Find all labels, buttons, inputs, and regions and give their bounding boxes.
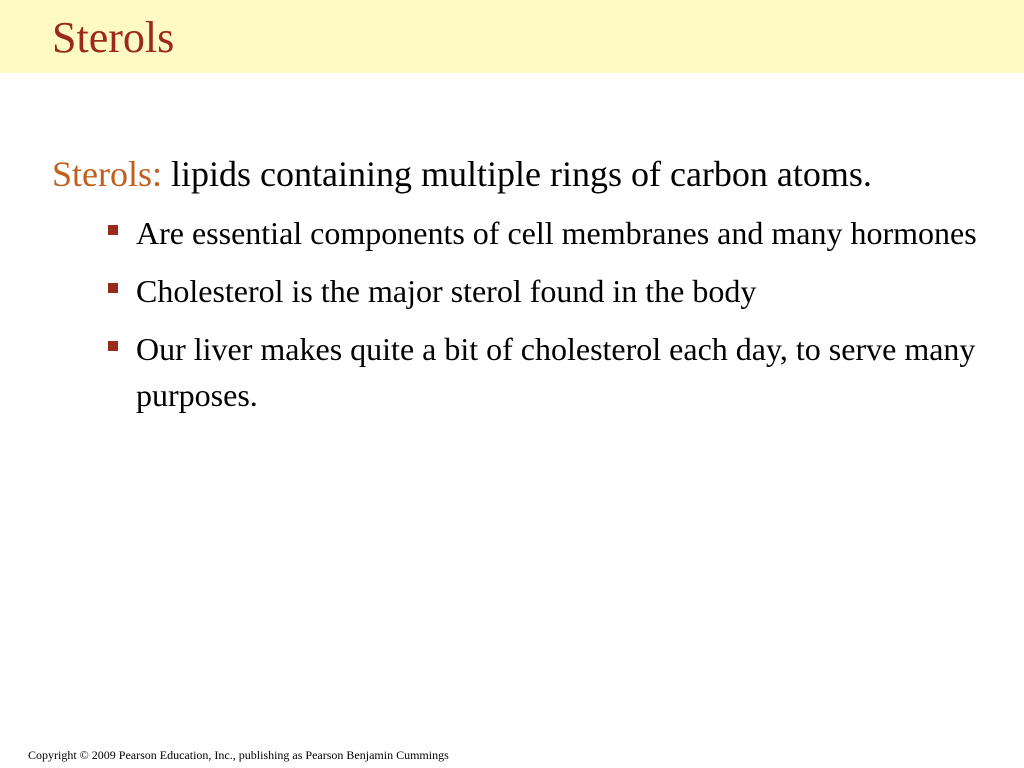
slide-content <box>52 148 982 430</box>
definition-paragraph <box>52 148 982 200</box>
bullet-text: Our liver makes quite a bit of cholesterol each day, to serve many purposes. <box>136 331 976 413</box>
title-band <box>0 0 1024 73</box>
definition-text: lipids containing multiple rings of carbon atoms. <box>171 154 872 194</box>
square-bullet-icon <box>108 341 118 351</box>
bullet-item <box>108 268 982 314</box>
bullet-text: Are essential components of cell membranes and many hormones <box>136 215 977 251</box>
square-bullet-icon <box>108 283 118 293</box>
bullet-item <box>108 210 982 256</box>
copyright-footer: Copyright © 2009 Pearson Education, Inc., publishing as Pearson Benjamin Cummings <box>28 748 449 762</box>
definition-term: Sterols: <box>52 154 163 194</box>
slide-title: Sterols <box>52 13 175 62</box>
bullet-text: Cholesterol is the major sterol found in the body <box>136 273 757 309</box>
bullet-item <box>108 326 982 418</box>
bullet-list <box>52 210 982 418</box>
square-bullet-icon <box>108 225 118 235</box>
